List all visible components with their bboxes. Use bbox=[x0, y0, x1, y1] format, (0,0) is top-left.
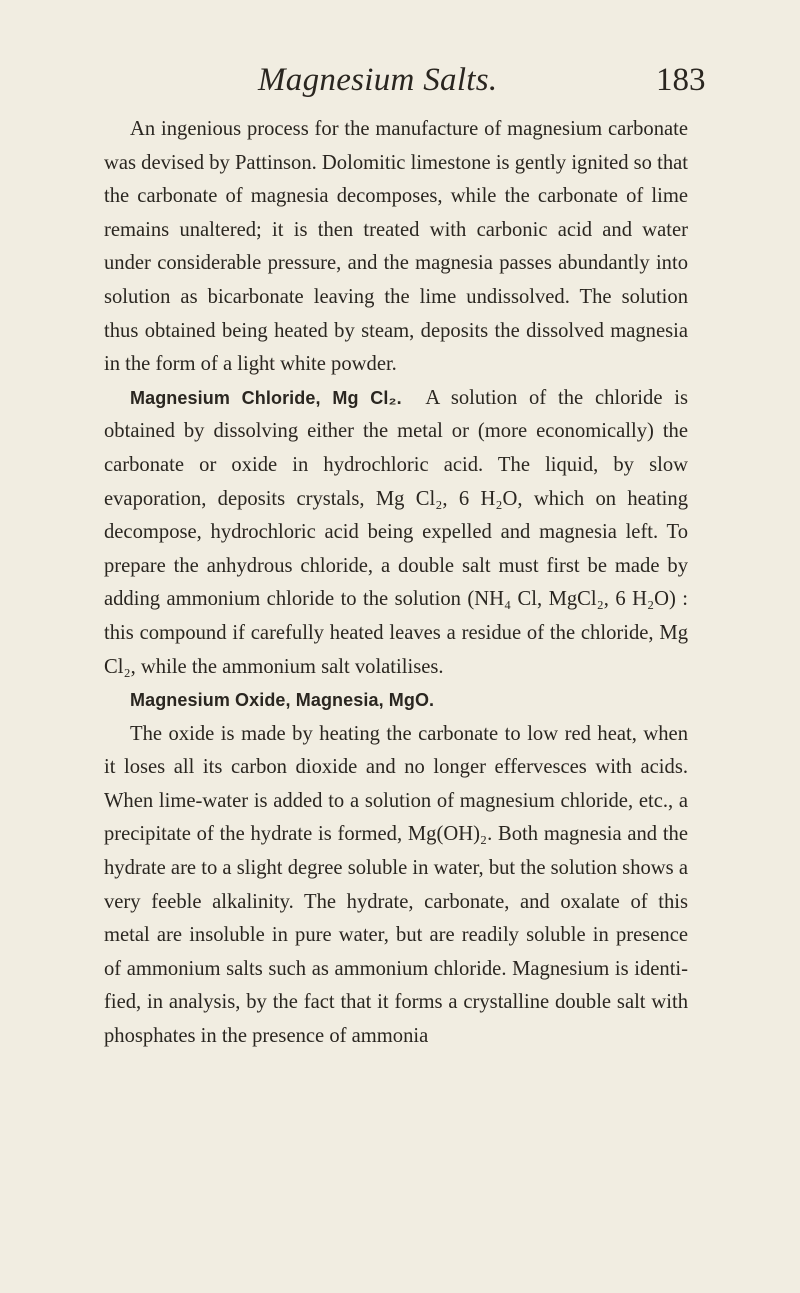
body-text bbox=[104, 113, 688, 1054]
running-title: Magnesium Salts. bbox=[258, 62, 498, 98]
heading-magnesium-oxide: Magnesium Oxide, Magnesia, MgO. bbox=[130, 690, 435, 711]
page-header bbox=[0, 62, 800, 102]
heading-magnesium-oxide-line bbox=[104, 684, 688, 718]
paragraph-pattinson-process: An ingenious process for the manufacture of magnesium carbonate was devised by Pattinson. Dolomitic limestone is gently ignited so that the carbonate of magnesia decomposes, while the carbonate of lime remains unaltered; it is then treated with carbonic acid and water under considerable pressure, and the magnesia passes abundantly into solution as bicarbonate leaving the lime undissolved. The solution thus obtained being heated by steam, deposits the dissolved magnesia in the form of a light white powder. bbox=[104, 118, 689, 376]
page-number: 183 bbox=[656, 62, 706, 98]
heading-magnesium-chloride: Magnesium Chloride, Mg Cl₂. bbox=[130, 387, 402, 408]
section-magnesium-chloride bbox=[104, 382, 688, 684]
paragraph-magnesium-oxide: The oxide is made by heating the carbonate to low red heat, when it loses all its carbon dioxide and no longer effervesces with acids. When lime-water is added to a solution of magnesium chloride, etc., a precipitate of the hydrate is formed, Mg(OH)₂. Both magnesia and the hydrate are to a slight degree soluble in water, but the solution shows a very feeble alkalinity. The hydrate, carbonate, and oxalate of this metal are insoluble in pure water, but are readily soluble in presence of ammonium salts such as ammonium chloride. Magnesium is identified, in analysis, by the fact that it forms a crystalline double salt with phosphates in the presence of ammonia bbox=[104, 722, 688, 1048]
paragraph-magnesium-chloride: A solution of the chloride is obtained by dissolving either the metal or (more economically) the carbonate or oxide in hydrochloric acid. The liquid, by slow evaporation, deposits crystals, Mg Cl₂, 6 H₂O, which on heating decompose, hydrochloric acid being expelled and magnesia left. To prepare the anhydrous chloride, a double salt must first be made by adding ammonium chloride to the solution (NH₄ Cl, MgCl₂, 6 H₂O) : this compound if carefully heated leaves a residue of the chloride, Mg Cl₂, while the ammonium salt volatilises. bbox=[104, 386, 688, 678]
